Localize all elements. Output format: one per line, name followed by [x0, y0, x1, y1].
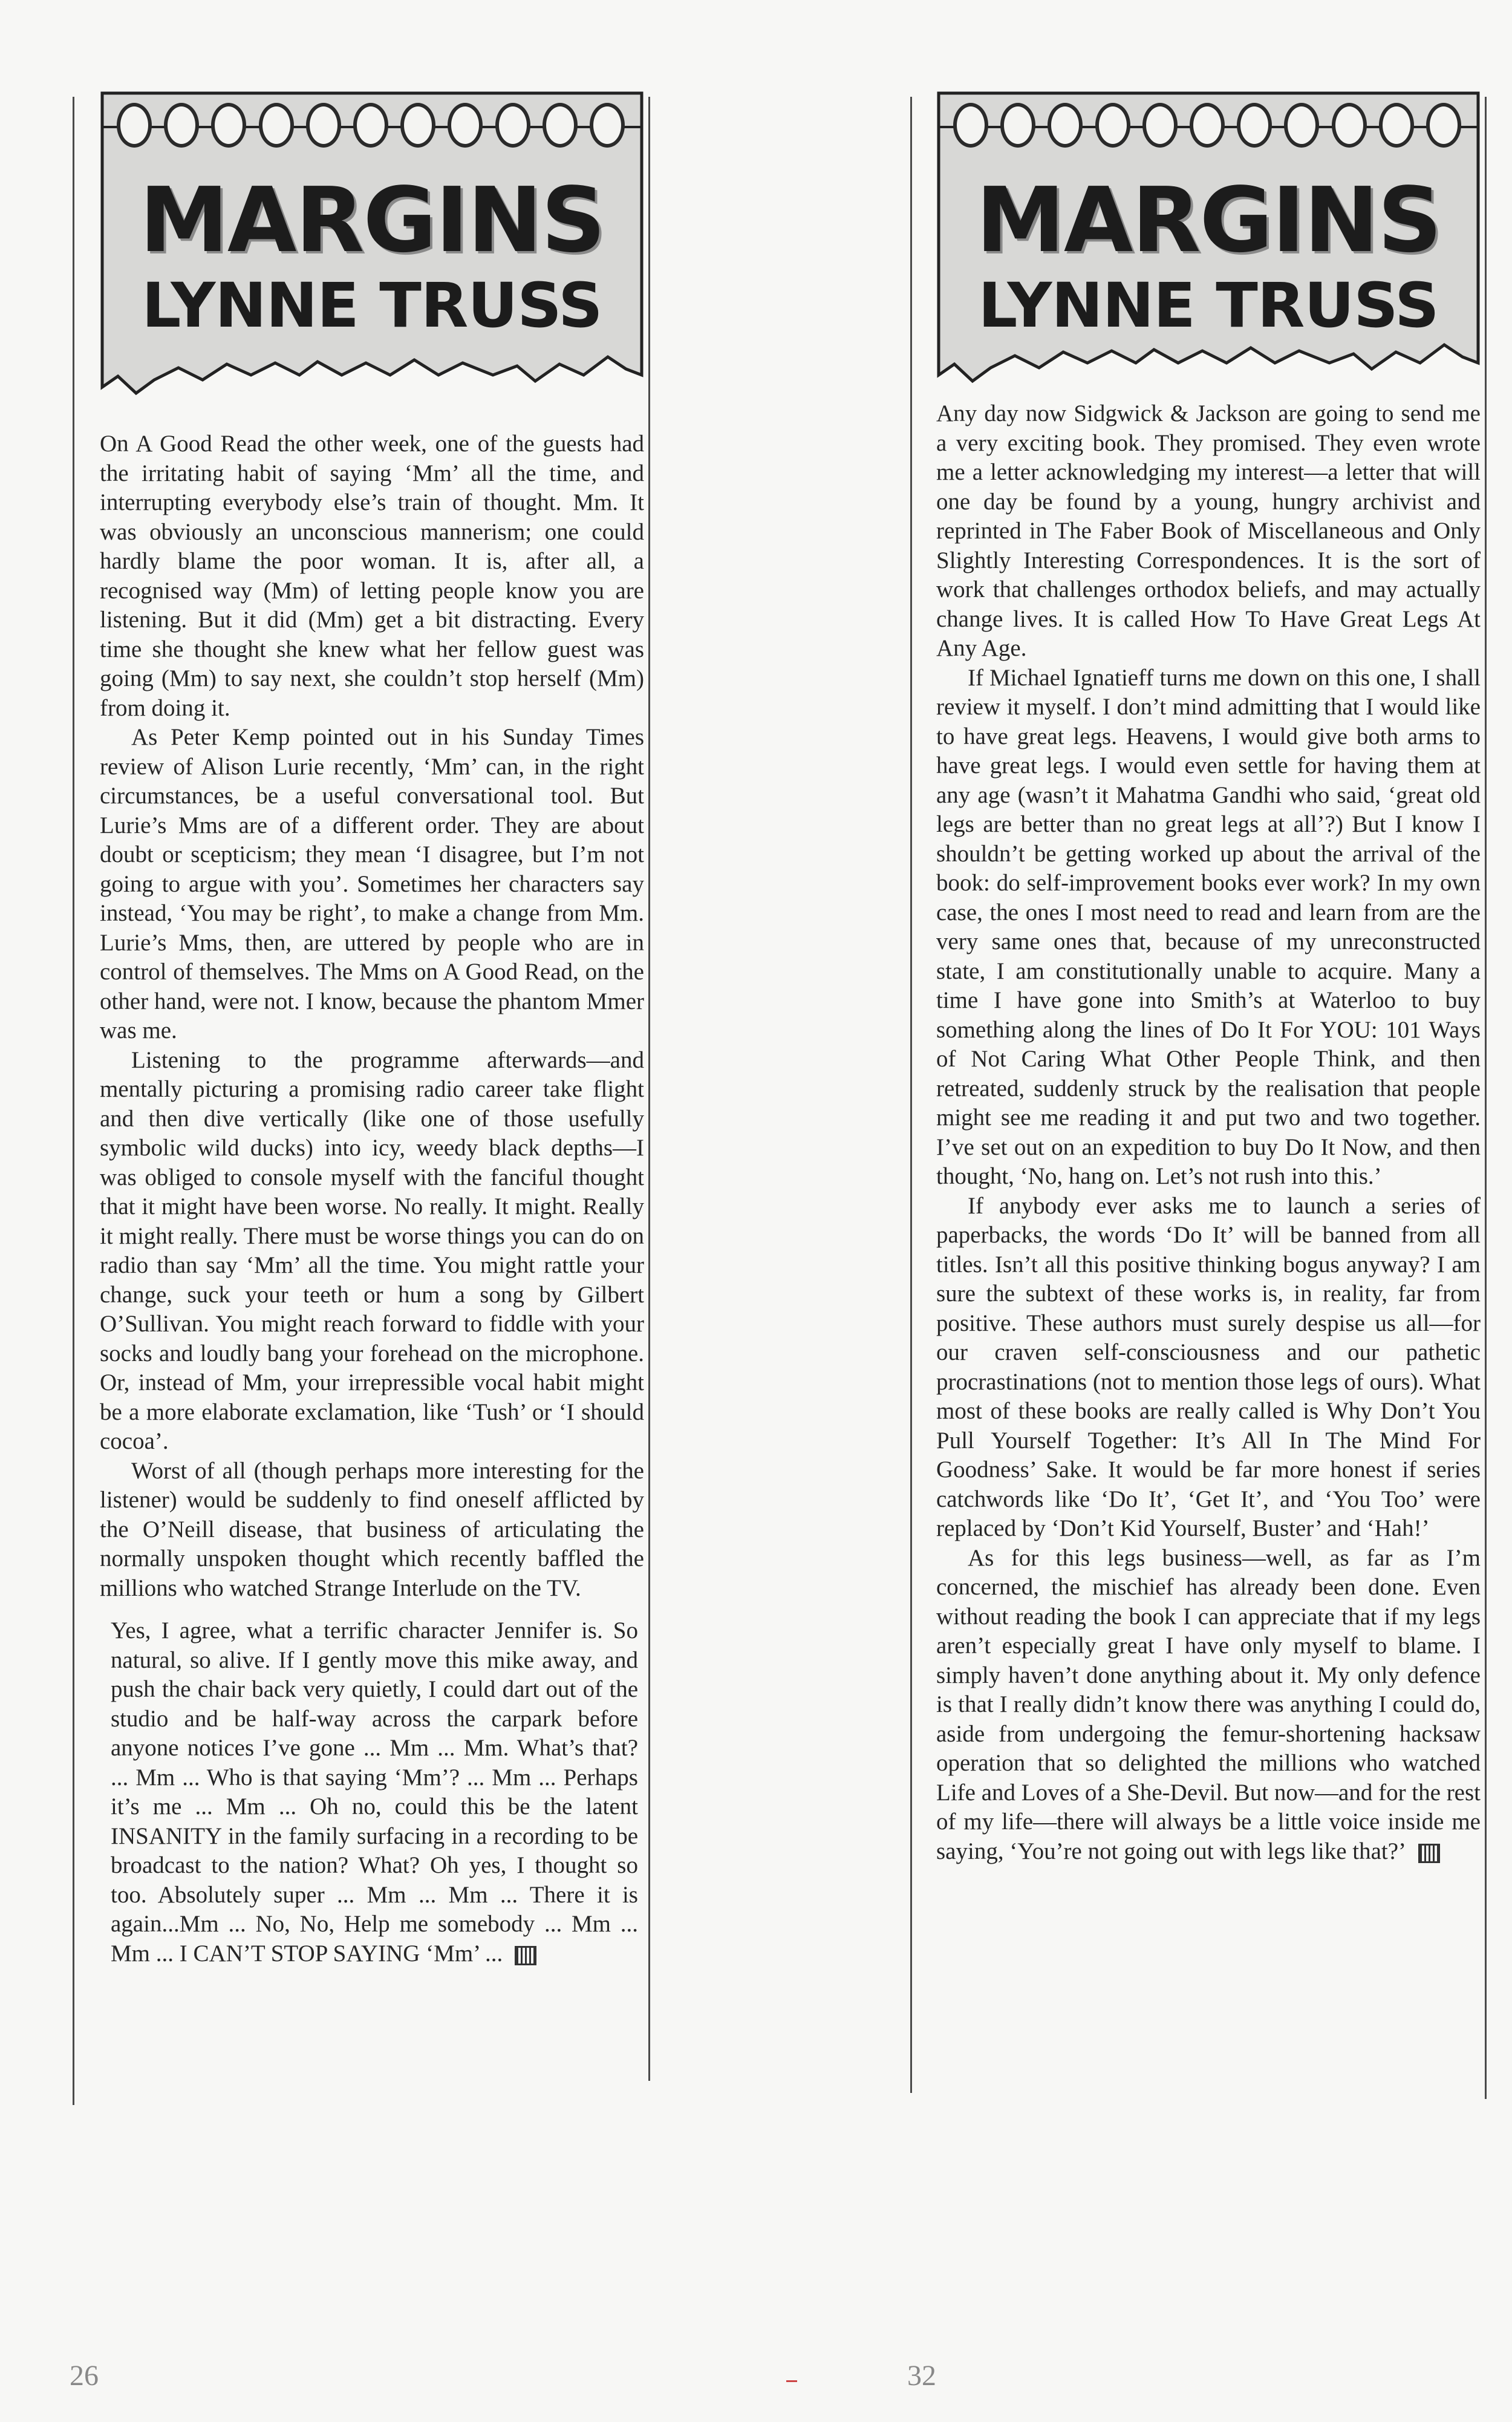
ring-icon	[1142, 103, 1178, 148]
ring-icon	[1284, 103, 1319, 148]
right-column	[936, 91, 1481, 1866]
column-rule	[648, 97, 650, 2081]
masthead-rings	[953, 103, 1461, 148]
paragraph: If anybody ever asks me to launch a series of paperbacks, the words ‘Do It’ will be banned from all titles. Isn’t all this positive thinking bogus anyway? I am sure the subtext of these works is, in reality, far from positive. These authors must surely despise us all—for our craven self-consciousness and our pathetic procrastinations (not to mention those legs of ours). What most of these books are really called is Why Don’t You Pull Yourself Together: It’s All In The Mind For Goodness’ Sake. It would be far more honest if series catchwords like ‘Do It’, ‘Get It’, and ‘You Too’ were replaced by ‘Don’t Kid Yourself, Buster’ and ‘Hah!’	[936, 1192, 1481, 1541]
ring-icon	[543, 103, 578, 148]
ring-icon	[211, 103, 246, 148]
paragraph: As Peter Kemp pointed out in his Sunday Times review of Alison Lurie recently, ‘Mm’ can, in the right circumstances, be a useful conversational tool. But Lurie’s Mms are of a different order. They are about doubt or scepticism; they mean ‘I disagree, but I’m not going to argue with you’. Sometimes her characters say instead, ‘You may be right’, to make a change from Mm. Lurie’s Mms, then, are uttered by people who are in control of themselves. The Mms on A Good Read, on the other hand, were not. I know, because the phantom Mmer was me.	[100, 724, 644, 1043]
ring-icon	[1426, 103, 1461, 148]
ring-icon	[1332, 103, 1367, 148]
ring-icon	[353, 103, 388, 148]
paragraph	[936, 1544, 1481, 1867]
paragraph: Worst of all (though perhaps more interesting for the listener) would be suddenly to find oneself afflicted by the O’Neill disease, that business of articulating the normally unspoken thought which recently baffled the millions who watched Strange Interlude on the TV.	[100, 1457, 644, 1601]
end-mark-icon	[1418, 1844, 1440, 1863]
page-number: 26	[70, 2360, 99, 2392]
masthead-author: LYNNE TRUSS	[142, 270, 602, 342]
registration-mark	[786, 2380, 797, 2382]
monologue-text: Yes, I agree, what a terrific character Jennifer is. So natural, so alive. If I gently move this mike away, and push the chair back very quietly, I could dart out of the studio and be half-way across the carpark before anyone notices I’ve gone ... Mm ... Mm. What’s that? ... Mm ... Who is that saying ‘Mm’? ... Mm ... Perhaps it’s me ... Mm ... Oh no, could this be the latent INSANITY in the family surfacing in a recording to be broadcast to the nation? What? Oh yes, I thought so too. Absolutely super ... Mm ... Mm ... There it is again...Mm ... No, No, Help me somebody ... Mm ... Mm ... I CAN’T STOP SAYING ‘Mm’ ...	[111, 1617, 638, 1967]
ring-icon	[306, 103, 341, 148]
ring-icon	[1095, 103, 1130, 148]
column-rule	[1485, 97, 1487, 2099]
ring-icon	[117, 103, 152, 148]
masthead-title: MARGINS	[976, 168, 1441, 272]
paragraph: Listening to the programme afterwards—and mentally picturing a promising radio career take flight and then dive vertically (like one of those usefully symbolic wild ducks) into icy, weedy black depths—I was obliged to console myself with the fanciful thought that it might have been worse. No really. It might. Really it might really. There must be worse things you can do on radio than say ‘Mm’ all the time. You might rattle your change, suck your teeth or hum a song by Gilbert O’Sullivan. You might reach forward to fiddle with your socks and loudly bang your forehead on the microphone. Or, instead of Mm, your irrepressible vocal habit might be a more elaborate exclamation, like ‘Tush’ or ‘I should cocoa’.	[100, 1046, 644, 1454]
column-rule	[73, 97, 74, 2105]
ring-icon	[1000, 103, 1035, 148]
page-number: 32	[907, 2360, 936, 2392]
end-mark-icon	[515, 1946, 536, 1965]
interior-monologue-block	[100, 1616, 644, 1968]
masthead	[936, 91, 1481, 405]
paragraph: On A Good Read the other week, one of the guests had the irritating habit of saying ‘Mm’ all the time, and interrupting everybody else’s train of thought. Mm. It was obviously an unconscious mannerism; one could hardly blame the poor woman. It is, after all, a recognised way (Mm) of letting people know you are listening. But it did (Mm) get a bit distracting. Every time she thought she knew what her fellow guest was going (Mm) to say next, she couldn’t stop herself (Mm) from doing it.	[100, 431, 644, 721]
ring-icon	[1048, 103, 1083, 148]
masthead-rings	[117, 103, 625, 148]
ring-icon	[1237, 103, 1272, 148]
paragraph: Any day now Sidgwick & Jackson are going to send me a very exciting book. They promised. They even wrote me a letter acknowledging my interest—a letter that will one day be found by a young, hungry archivist and reprinted in The Faber Book of Miscellaneous and Only Slightly Interesting Correspondences. It is the sort of work that challenges orthodox beliefs, and may actually change lives. It is called How To Have Great Legs At Any Age.	[936, 400, 1481, 661]
ring-icon	[953, 103, 988, 148]
ring-icon	[495, 103, 530, 148]
paragraph: If Michael Ignatieff turns me down on this one, I shall review it myself. I don’t mind admitting that I would like to have great legs. Heavens, I would give both arms to have great legs. I would even settle for having them at any age (wasn’t it Mahatma Gandhi who said, ‘great old legs are better than no great legs at all’?) But I know I shouldn’t be getting worked up about the arrival of the book: do self-improvement books ever work? In my own case, the ones I most need to read and learn from are the very same ones that, because of my unreconstructed state, I am constitutionally unable to acquire. Many a time I have gone into Smith’s at Waterloo to buy something along the lines of Do It For YOU: 101 Ways of Not Caring What Other People Think, and then retreated, suddenly struck by the realisation that people might see me reading it and put two and two together. I’ve set out on an expedition to buy Do It Now, and then thought, ‘No, hang on. Let’s not rush into this.’	[936, 664, 1481, 1189]
ring-icon	[164, 103, 199, 148]
ring-icon	[590, 103, 625, 148]
masthead-title: MARGINS	[139, 168, 605, 272]
ring-icon	[1190, 103, 1225, 148]
masthead	[100, 91, 644, 405]
article-body	[936, 399, 1481, 1866]
ring-icon	[448, 103, 483, 148]
left-column	[100, 91, 644, 1968]
article-body	[100, 429, 644, 1968]
column-rule	[910, 97, 912, 2093]
ring-icon	[400, 103, 435, 148]
ring-icon	[1379, 103, 1414, 148]
masthead-author: LYNNE TRUSS	[978, 270, 1439, 342]
paragraph-text: As for this legs business—well, as far as I’m concerned, the mischief has already been done. Even without reading the book I can appreciate that if my legs aren’t especially great I have only myself to blame. I simply haven’t done anything about it. My only defence is that I really didn’t know there was anything I could do, aside from undergoing the femur-shortening hacksaw operation that so delighted the millions who watched Life and Loves of a She-Devil. But now—and for the rest of my life—there will always be a little voice inside me saying, ‘You’re not going out with legs like that?’	[936, 1544, 1481, 1864]
ring-icon	[259, 103, 294, 148]
